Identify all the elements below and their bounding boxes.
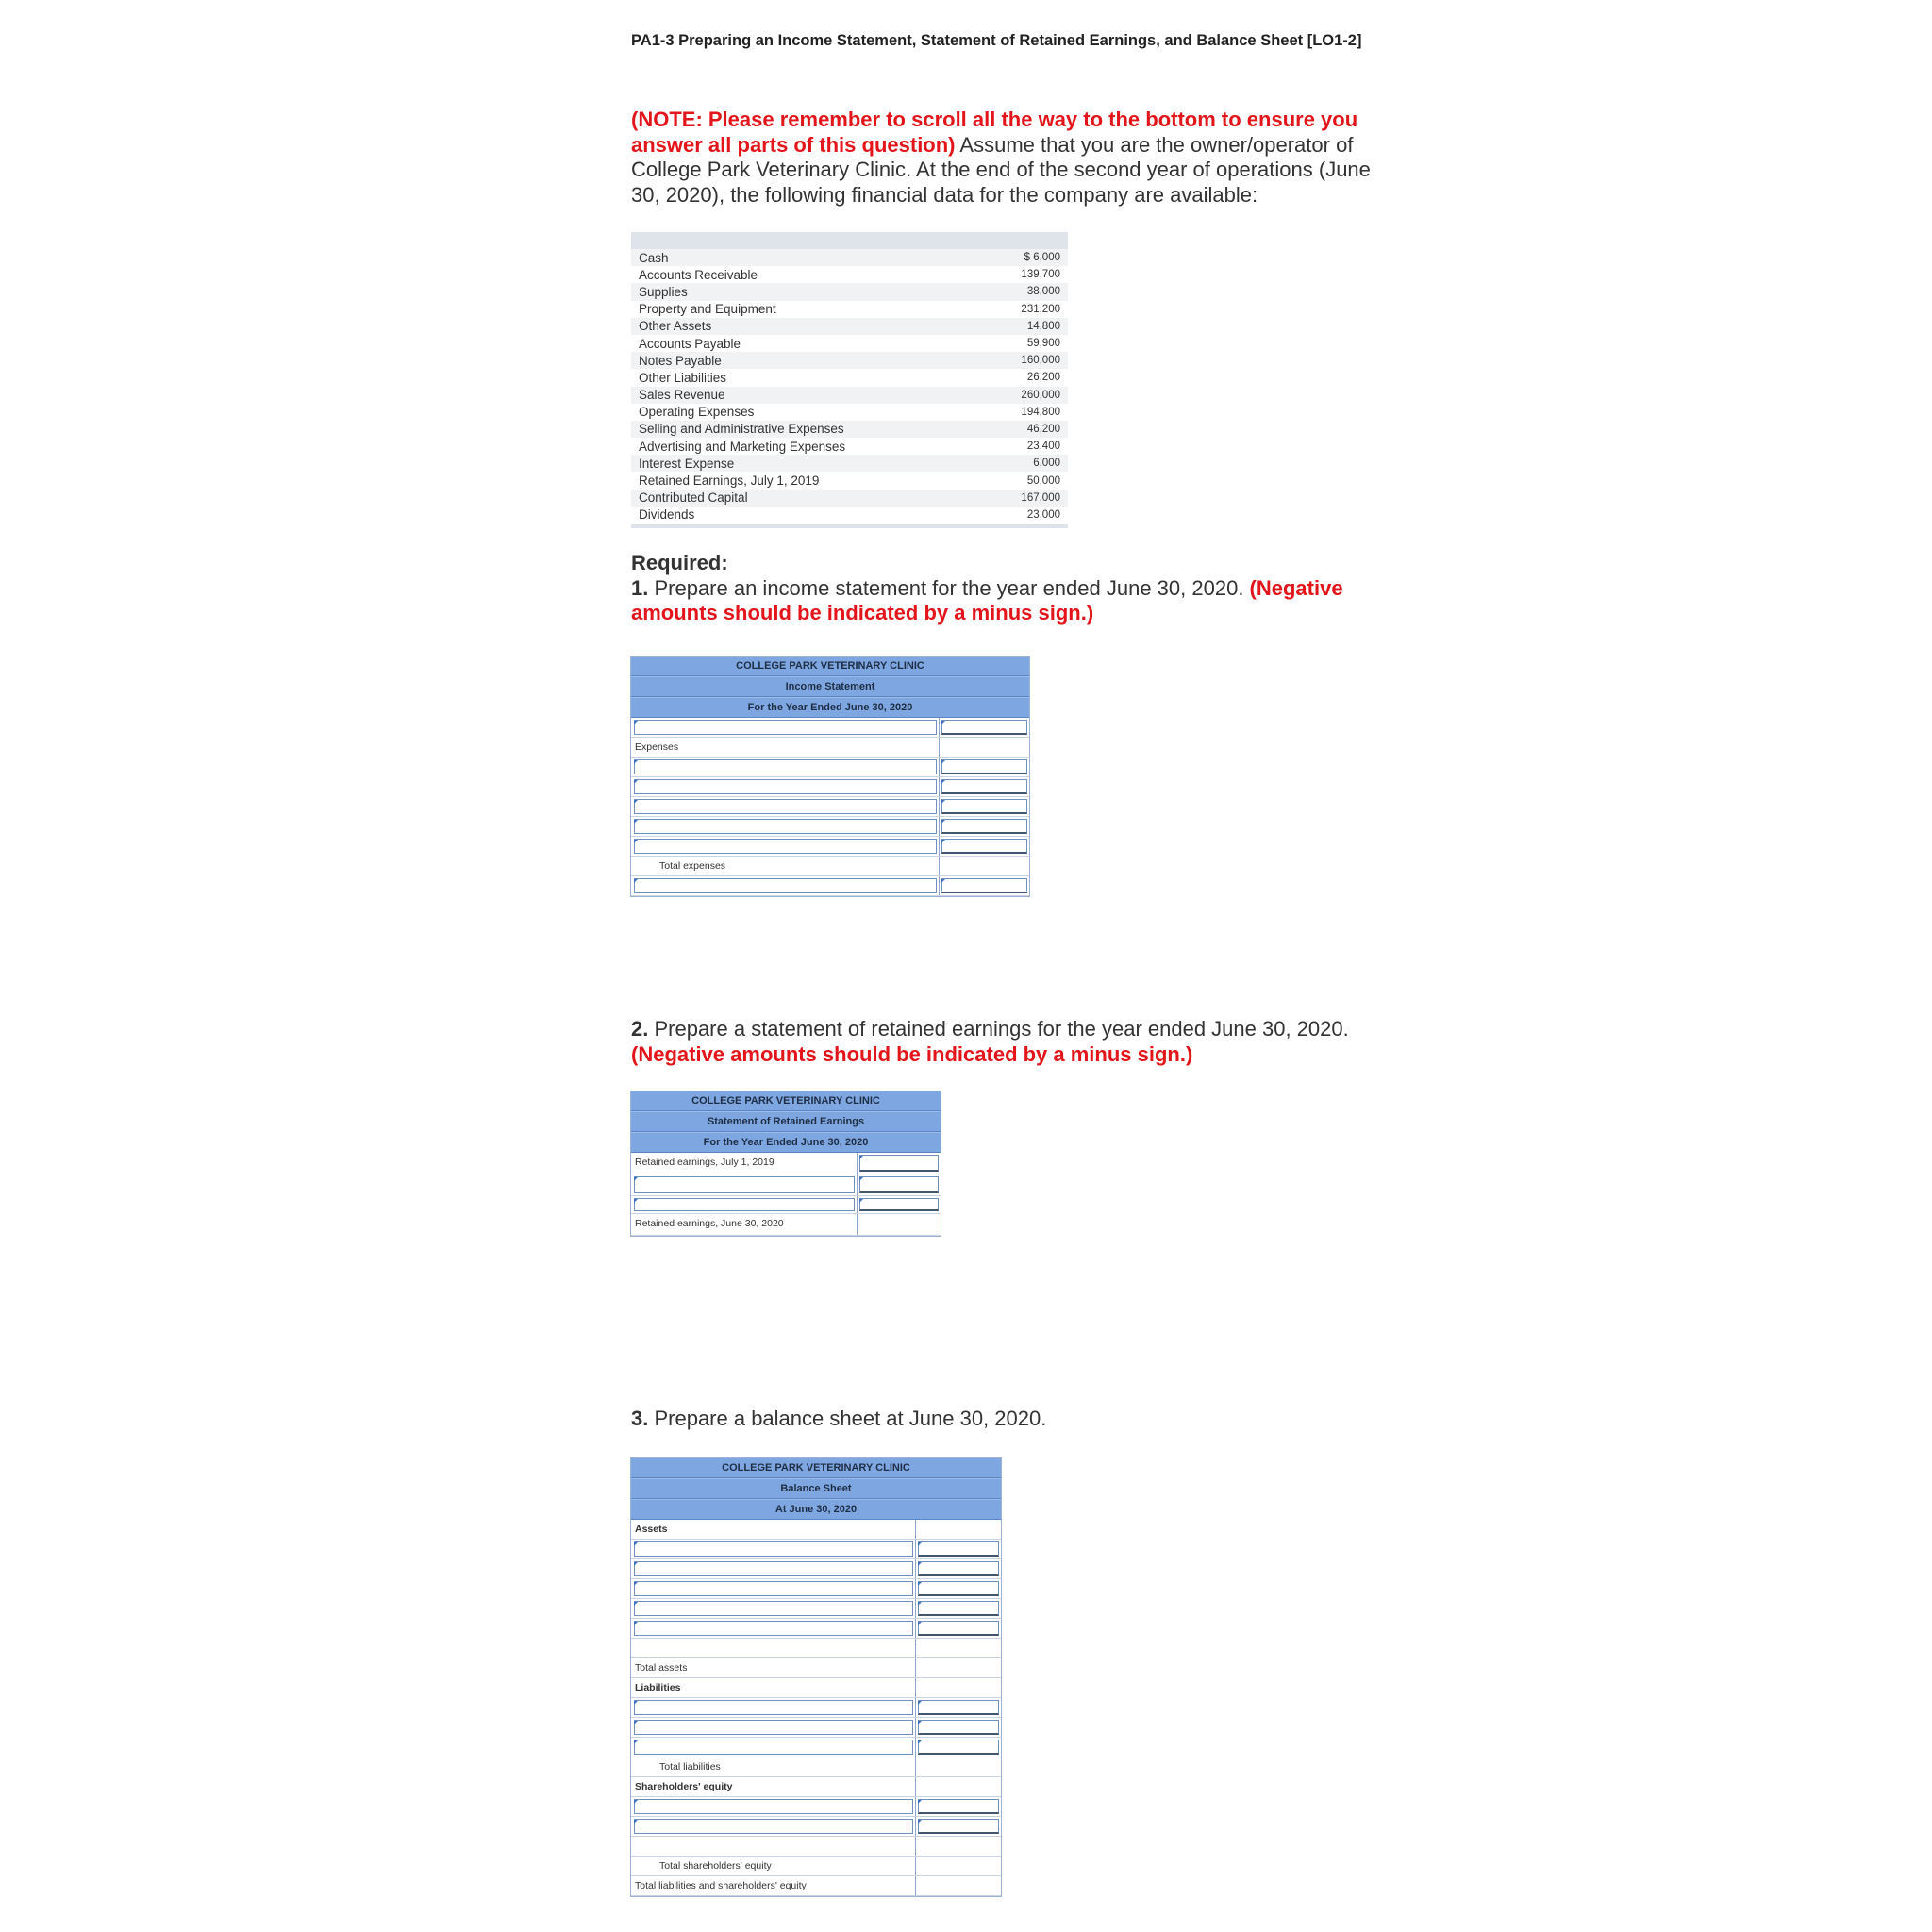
total-equity-label: Total shareholders' equity [631,1857,916,1875]
line-item-input[interactable] [634,1601,913,1616]
account-value: 260,000 [1021,389,1060,401]
account-value: 26,200 [1026,372,1060,384]
account-value: 167,000 [1021,491,1060,504]
account-value: 59,900 [1026,338,1060,350]
data-row [631,455,1068,472]
data-row [631,490,1068,507]
line-item-input[interactable] [634,720,937,735]
input-row [631,876,1029,896]
retained-earnings-worksheet [630,1091,941,1237]
ending-re-row [631,1214,941,1236]
financial-data-rows [631,249,1068,524]
account-name: Retained Earnings, July 1, 2019 [639,474,820,489]
line-item-input[interactable] [634,819,937,834]
account-name: Sales Revenue [639,388,725,403]
table-header-bar [631,232,1068,249]
worksheet-statement-name: Statement of Retained Earnings [631,1111,941,1132]
spacer-row [631,1639,1001,1658]
q1-text: Prepare an income statement for the year ended June 30, 2020. [648,575,1250,600]
input-row [631,777,1029,797]
line-item-input[interactable] [634,1561,913,1576]
input-row [631,718,1029,738]
amount-input[interactable] [918,1621,999,1636]
line-item-input[interactable] [634,1720,913,1735]
input-row [631,1797,1001,1817]
account-name: Other Assets [639,319,712,334]
total-equity-row [631,1857,1001,1876]
account-name: Notes Payable [639,353,722,368]
equity-header-row [631,1777,1001,1797]
amount-input[interactable] [918,1700,999,1715]
amount-input[interactable] [941,819,1027,834]
input-row [631,817,1029,837]
account-value: 23,400 [1026,441,1060,453]
line-item-input[interactable] [634,1176,855,1193]
worksheet-period: For the Year Ended June 30, 2020 [631,697,1029,718]
account-value: $ 6,000 [1024,252,1060,264]
line-item-input[interactable] [634,1621,913,1636]
amount-input[interactable] [859,1155,939,1172]
scroll-note: (NOTE: Please remember to scroll all the way to the bottom to ensure you answer all parts of this question) [631,108,1358,157]
line-item-input[interactable] [634,839,937,854]
amount-input[interactable] [941,779,1027,794]
account-name: Contributed Capital [639,491,748,506]
total-liabilities-row [631,1757,1001,1777]
input-row [631,1196,941,1214]
page-title: PA1-3 Preparing an Income Statement, Statement of Retained Earnings, and Balance Sheet [LO1-2] [631,32,1362,49]
line-item-input[interactable] [634,1198,855,1211]
data-row [631,266,1068,283]
worksheet-statement-name: Income Statement [631,676,1029,697]
total-liab-equity-label: Total liabilities and shareholders' equity [631,1876,916,1895]
account-name: Operating Expenses [639,405,755,420]
beginning-re-label: Retained earnings, July 1, 2019 [631,1153,858,1174]
line-item-input[interactable] [634,1541,913,1557]
amount-input[interactable] [918,1819,999,1834]
problem-intro [631,108,1405,208]
assets-header-row [631,1520,1001,1540]
data-row [631,369,1068,386]
assets-label: Assets [631,1520,916,1539]
amount-input[interactable] [941,720,1027,735]
data-row [631,283,1068,300]
total-assets-label: Total assets [631,1658,916,1677]
total-assets-row [631,1658,1001,1678]
account-name: Property and Equipment [639,302,776,317]
line-item-input[interactable] [634,779,937,794]
required-heading: Required: [631,551,728,575]
input-row [631,1698,1001,1718]
line-item-input[interactable] [634,799,937,814]
q1-note: (Negative amounts should be indicated by a minus sign.) [631,575,1343,625]
q2-text: Prepare a statement of retained earnings for the year ended June 30, 2020. [648,1017,1349,1041]
account-value: 38,000 [1026,286,1060,298]
q3-number: 3. [631,1407,649,1430]
account-value: 23,000 [1026,508,1060,521]
required-q1 [631,551,1405,626]
amount-input[interactable] [918,1561,999,1576]
account-name: Accounts Payable [639,336,741,351]
q2-number: 2. [631,1017,649,1041]
input-row [631,1817,1001,1837]
worksheet-company: COLLEGE PARK VETERINARY CLINIC [631,657,1029,676]
account-name: Cash [639,250,669,265]
total-expenses-label: Total expenses [631,857,940,875]
input-row [631,1559,1001,1579]
account-value: 231,200 [1021,303,1060,315]
input-row [631,797,1029,817]
line-item-input[interactable] [634,1581,913,1596]
input-row [631,1718,1001,1738]
account-name: Dividends [639,508,695,523]
balance-sheet-worksheet [630,1457,1002,1897]
data-row [631,438,1068,455]
input-row [631,1738,1001,1757]
data-row [631,507,1068,524]
input-row [631,758,1029,777]
account-value: 46,200 [1026,423,1060,435]
worksheet-period: For the Year Ended June 30, 2020 [631,1132,941,1153]
worksheet-company: COLLEGE PARK VETERINARY CLINIC [631,1458,1001,1478]
ending-re-label: Retained earnings, June 30, 2020 [631,1214,858,1235]
total-liab-equity-row [631,1876,1001,1896]
table-footer-bar [631,524,1068,528]
account-value: 139,700 [1021,269,1060,281]
line-item-input[interactable] [634,1740,913,1755]
input-row [631,837,1029,857]
expenses-header-row [631,738,1029,758]
amount-input[interactable] [941,878,1027,893]
data-row [631,335,1068,352]
total-liabilities-label: Total liabilities [631,1757,916,1776]
amount-input[interactable] [941,799,1027,814]
line-item-input[interactable] [634,1700,913,1715]
data-row [631,404,1068,421]
amount-input[interactable] [918,1601,999,1616]
account-name: Selling and Administrative Expenses [639,422,844,437]
data-row [631,352,1068,369]
account-name: Other Liabilities [639,370,727,385]
financial-data-table [631,232,1068,528]
worksheet-company: COLLEGE PARK VETERINARY CLINIC [631,1091,941,1111]
liabilities-header-row [631,1678,1001,1698]
input-row [631,1540,1001,1559]
spacer-row [631,1837,1001,1857]
account-value: 50,000 [1026,475,1060,487]
input-row [631,1174,941,1196]
input-row [631,1619,1001,1639]
q2-note: (Negative amounts should be indicated by a minus sign.) [631,1041,1193,1066]
expenses-label: Expenses [631,738,940,757]
intro-text: Assume that you are the owner/operator of College Park Veterinary Clinic. At the end of the second year of operations (June 30, 2020), the following financial data for the company are available: [631,132,1371,207]
data-row [631,318,1068,335]
account-name: Accounts Receivable [639,267,758,282]
data-row [631,387,1068,404]
amount-input[interactable] [918,1799,999,1814]
beginning-re-row [631,1153,941,1174]
worksheet-period: At June 30, 2020 [631,1499,1001,1520]
account-value: 160,000 [1021,355,1060,367]
account-name: Interest Expense [639,456,735,471]
required-q2 [631,1017,1405,1067]
input-row [631,1579,1001,1599]
total-expenses-row [631,857,1029,876]
input-row [631,1599,1001,1619]
amount-input[interactable] [859,1198,939,1211]
account-name: Supplies [639,284,688,299]
amount-input[interactable] [918,1541,999,1557]
data-row [631,421,1068,438]
income-statement-worksheet [630,656,1030,897]
line-item-input[interactable] [634,1799,913,1814]
amount-input[interactable] [918,1581,999,1596]
account-value: 14,800 [1026,320,1060,332]
data-row [631,301,1068,318]
line-item-input[interactable] [634,759,937,774]
liabilities-label: Liabilities [631,1678,916,1697]
account-value: 194,800 [1021,406,1060,418]
line-item-input[interactable] [634,878,937,893]
data-row [631,472,1068,489]
worksheet-statement-name: Balance Sheet [631,1478,1001,1499]
line-item-input[interactable] [634,1819,913,1834]
equity-label: Shareholders' equity [631,1777,916,1796]
amount-input[interactable] [918,1740,999,1755]
amount-input[interactable] [918,1720,999,1735]
amount-input[interactable] [859,1176,939,1193]
account-name: Advertising and Marketing Expenses [639,439,846,454]
amount-input[interactable] [941,759,1027,774]
q1-number: 1. [631,575,649,600]
amount-input[interactable] [941,839,1027,854]
data-row [631,249,1068,266]
q3-text: Prepare a balance sheet at June 30, 2020. [648,1407,1047,1430]
account-value: 6,000 [1033,458,1060,470]
required-q3 [631,1407,1405,1432]
